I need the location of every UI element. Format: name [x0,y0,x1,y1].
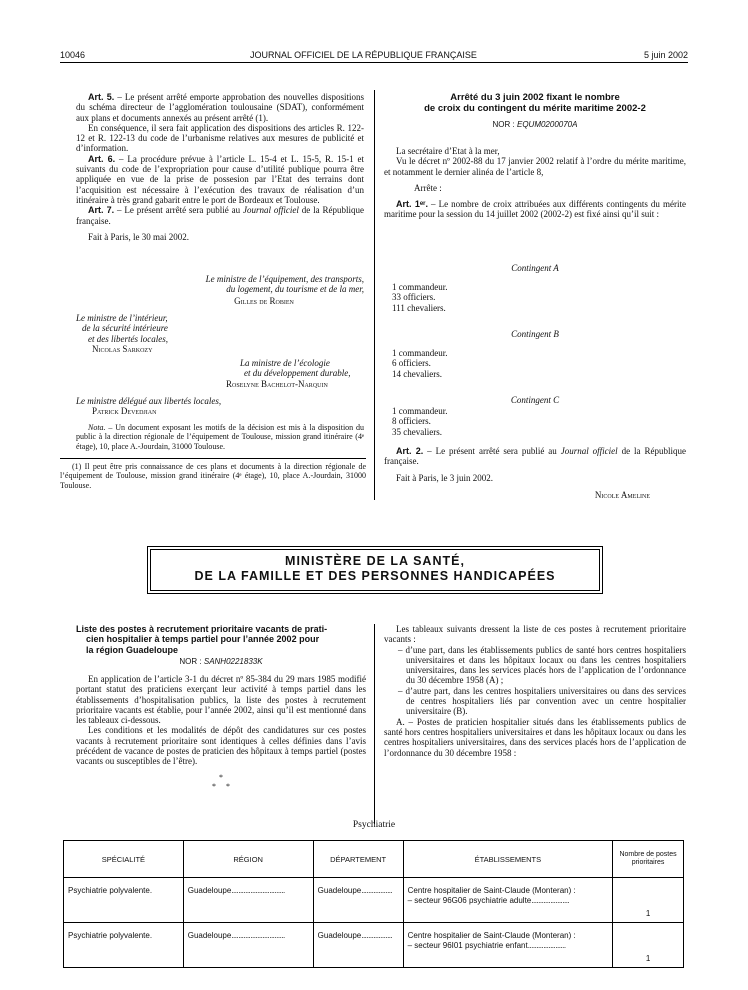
cell-etablissement: Centre hospitalier de Saint-Claude (Monteran) : – secteur 96G06 psychiatrie adulte...................... [403,878,612,923]
separator-stars-bottom: * * [212,782,230,791]
done-at: Fait à Paris, le 30 mai 2002. [88,231,189,242]
article-5: Art. 5. – Le présent arrêté emporte approbation des nouvelles dispositions du schéma directeur de l’agglomération toulousaine (SDAT), conformément aux plans et documents annexés au présent arrêté (1). [76,92,364,123]
journal-title: JOURNAL OFFICIEL DE LA RÉPUBLIQUE FRANÇAISE [250,50,477,60]
article-5-continued: En conséquence, il sera fait application des dispositions des articles R. 122-12 et R. 122-13 du code de l’urbanisme relatives aux mesures de publicité et d’information. [76,122,364,154]
cell-departement: Guadeloupe.................. [313,878,403,923]
signature-4-name: Patrick Devedjian [92,406,157,416]
contingent-b-list: 1 commandeur. 6 officiers. 14 chevaliers. [392,348,448,379]
article-2: Art. 2. – Le présent arrêté sera publié au Journal officiel de la République française. Fait à Paris, le 3 juin 2002. [384,446,686,483]
ministry-line-2: DE LA FAMILLE ET DES PERSONNES HANDICAPÉES [194,569,556,583]
cell-nombre: 1 [613,923,684,968]
cell-region: Guadeloupe............................... [183,878,313,923]
list-nor: NOR : SANH0221833K [179,657,263,666]
contingent-c-list: 1 commandeur. 8 officiers. 35 chevaliers. [392,406,448,437]
list-body: En application de l’article 3-1 du décret nº 85-384 du 29 mars 1985 modifié portant statut des praticiens exerçant leur activité à temps partiel dans les établissements d’hospitalisation publics, la liste des postes à recrutement prioritaire vacants est établie, pour l’année 2002, ainsi qu’il est mentionné dans les tableaux ci-dessous. Les conditions et les modalités de dépôt des candidatures sur ces postes vacants à recrutement prioritaire sont identiques à celles définies dans l’avis précédent de vacance de postes de praticien des hôpitaux à temps partiel (postes vacants ou susceptibles de l’être). [76,674,366,767]
table-header-row [64,841,684,878]
bullet-b: – d’autre part, dans les centres hospitaliers universitaires ou dans des services de centres hospitaliers liés par convention avec un centre hospitalier universitaire (B). [398,685,686,717]
cell-departement: Guadeloupe.................. [313,923,403,968]
header-region: RÉGION [183,841,313,878]
footnote: (1) Il peut être pris connaissance de ces plans et documents à la direction régionale de l’équipement de Toulouse, mission grand itinéraire (4ᵉ étage), 10, place A.-Jourdain, 31000 Toulouse. [60,462,366,490]
ministry-banner [150,549,600,591]
decree-nor: NOR : EQUM0200070A [492,120,578,129]
article-7: Art. 7. – Le présent arrêté sera publié au Journal officiel de la République française. [76,205,364,226]
header-nombre: Nombre de postes prioritaires [613,841,684,878]
table-caption: Psychiatrie [352,820,396,830]
list-explanation: Les tableaux suivants dressent la liste de ces postes à recrutement prioritaire vacants : – d’une part, dans les établissements publics de santé hors centres hospitaliers universitaires et dans les hôpitaux locaux ou dans les centres hospitaliers universitaires, dans les services placés hors de l’application de l’ordonnance du 30 décembre 1958 (A) ; – d’autre part, dans les centres hospitaliers universitaires ou dans des services de centres hospitaliers liés par convention avec un centre hospitalier universitaire (B). A. – Postes de praticien hospitalier situés dans les établissements publics de santé hors centres hospitaliers universitaires et dans les hôpitaux locaux ou dans les centres hospitaliers universitaires, dans des services placés hors de l’application de l’ordonnance du 30 décembre 1958 : [384,624,686,758]
table-row [64,878,684,923]
separator-star-top: * [219,773,223,782]
header-departement: DÉPARTEMENT [313,841,403,878]
signature-1-title: Le ministre de l’équipement, des transports, du logement, du tourisme et de la mer, [205,274,364,295]
section-a: A. – Postes de praticien hospitalier situés dans les établissements publics de santé hors centres hospitaliers universitaires et dans les hôpitaux locaux ou dans les centres hospitaliers universitaires, dans des services placés hors de l’application de l’ordonnance du 30 décembre 1958 : [384,716,686,758]
article-6: Art. 6. – La procédure prévue à l’article L. 15-4 et L. 15-5, R. 15-1 et suivants du code de l’expropriation pour cause d’utilité publique pourra être appliquée en vue de la prise de possesion par l’Etat des terrains dont l’acquisition est nécessaire à l’exécution des travaux de réalisation d’un itinéraire à très grand gabarit entre le port de Bordeaux et Toulouse. [76,153,364,205]
article-1: Art. 1ᵉʳ. – Le nombre de croix attribuées aux différents contingents du mérite maritime pour la session du 14 juillet 2002 (2002-2) est fixé ainsi qu’il suit : [384,199,686,220]
table-row [64,923,684,968]
issue-date: 5 juin 2002 [643,50,688,60]
header-rule [60,62,688,63]
contingent-a-list: 1 commandeur. 33 officiers. 111 chevaliers. [392,282,448,313]
contingent-b-title: Contingent B [511,329,559,339]
decree-done-at: Fait à Paris, le 3 juin 2002. [396,472,493,483]
list-title: Liste des postes à recrutement prioritaire vacants de prati- cien hospitalier à temps partiel pour l’année 2002 pour la région Guadeloupe [76,624,328,655]
signature-4-title: Le ministre délégué aux libertés locales, [76,396,222,406]
signature-3-title: La ministre de l’écologie et du développement durable, [240,358,351,379]
cell-etablissement: Centre hospitalier de Saint-Claude (Monteran) : – secteur 96I01 psychiatrie enfant...................... [403,923,612,968]
cell-specialite: Psychiatrie polyvalente. [64,923,184,968]
decree-body: La secrétaire d’Etat à la mer, Vu le décret nº 2002-88 du 17 janvier 2002 relatif à l’ordre du mérite maritime, et notamment le dernier alinéa de l’article 8, Arrête : Art. 1ᵉʳ. – Le nombre de croix attribuées aux différents contingents du mérite maritime pour la session du 14 juillet 2002 (2002-2) est fixé ainsi qu’il suit : [384,146,686,220]
signature-2-name: Nicolas Sarkozy [92,344,153,354]
column-divider [374,90,375,500]
page-number: 10046 [60,50,86,60]
cell-nombre: 1 [613,878,684,923]
nota: Nota. – Un document exposant les motifs de la décision est mis à la disposition du public à la direction régionale de l’équipement de Toulouse, mission grand itinéraire (4ᵉ étage), 10, place A.-Jourdain, 31000 Toulouse. [76,423,364,451]
posts-table [63,840,684,968]
signature-2-title: Le ministre de l’intérieur, de la sécurité intérieure et des libertés locales, [76,313,168,344]
cell-specialite: Psychiatrie polyvalente. [64,878,184,923]
decree-signature: Nicole Ameline [594,490,650,500]
signature-3-name: Roselyne Bachelot-Narquin [226,379,328,389]
contingent-c-title: Contingent C [510,395,560,405]
contingent-a-title: Contingent A [511,263,559,273]
column-divider-bottom [374,624,375,824]
decree-title: Arrêté du 3 juin 2002 fixant le nombre de croix du contingent du mérite maritime 2002-2 [424,92,646,114]
ministry-line-1: MINISTÈRE DE LA SANTÉ, [285,554,465,568]
footnote-rule [60,458,366,459]
header-etablissements: ÉTABLISSEMENTS [403,841,612,878]
signature-1-name: Gilles de Robien [234,296,294,306]
left-column-top [76,92,364,242]
bullet-a: – d’une part, dans les établissements publics de santé hors centres hospitaliers universitaires et dans les hôpitaux locaux ou dans les centres hospitaliers universitaires, dans les services placés hors de l’application de l’ordonnance du 30 décembre 1958 (A) ; [398,644,686,686]
header-specialite: SPÉCIALITÉ [64,841,184,878]
cell-region: Guadeloupe............................... [183,923,313,968]
